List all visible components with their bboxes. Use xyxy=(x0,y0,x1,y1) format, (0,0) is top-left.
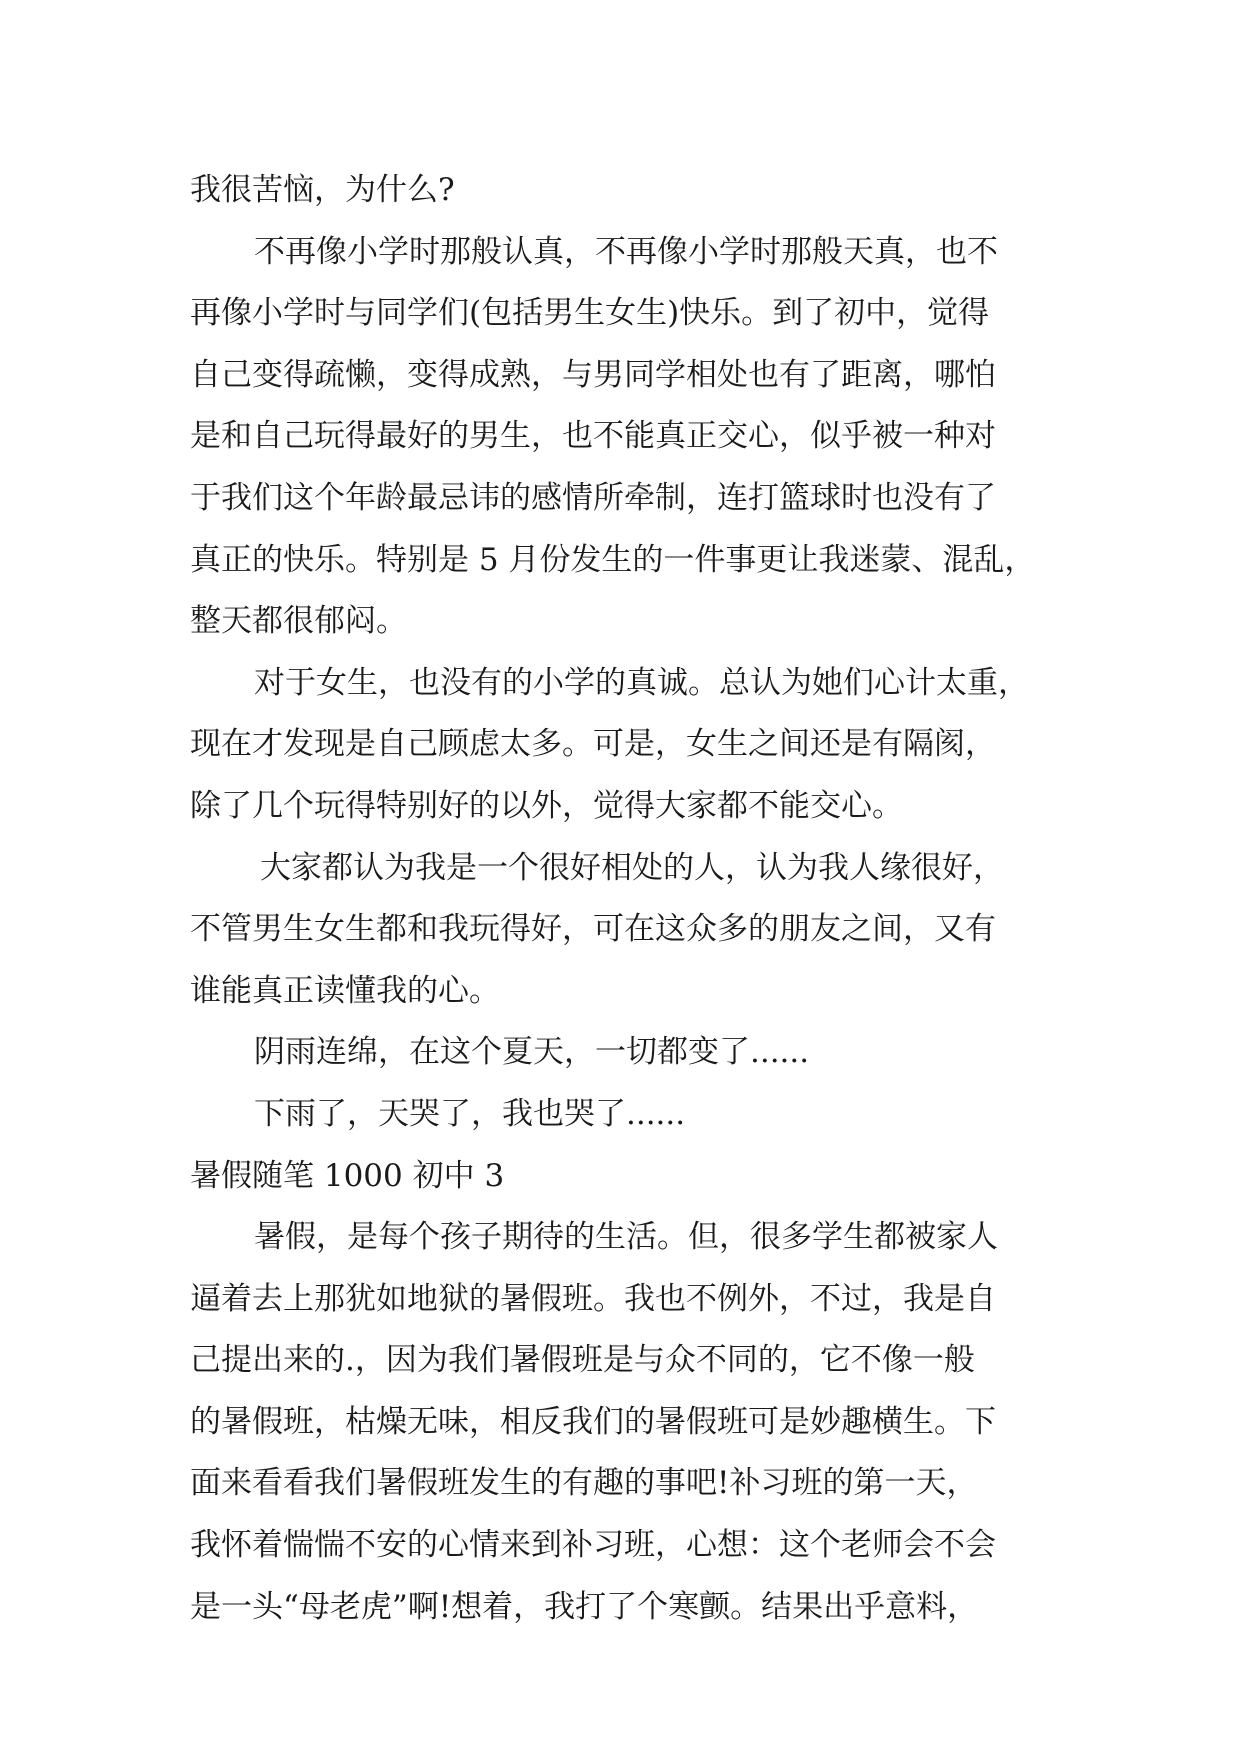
text-line: 真正的快乐。特别是 5 月份发生的一件事更让我迷蒙、混乱， xyxy=(190,541,1036,578)
text-line: 对于女生，也没有的小学的真诚。总认为她们心计太重， xyxy=(254,664,1029,701)
text-line: 大家都认为我是一个很好相处的人，认为我人缘很好， xyxy=(260,849,1004,886)
text-line: 现在才发现是自己顾虑太多。可是，女生之间还是有隔阂， xyxy=(190,726,996,763)
text-line: 己提出来的.，因为我们暑假班是与众不同的，它不像一般 xyxy=(190,1342,975,1379)
text-line: 谁能真正读懂我的心。 xyxy=(190,972,500,1009)
essay-text xyxy=(190,160,1070,1638)
text-line: 的暑假班，枯燥无味，相反我们的暑假班可是妙趣横生。下 xyxy=(190,1403,996,1440)
section-heading: 暑假随笔 1000 初中 3 xyxy=(190,1157,505,1194)
text-line: 是和自己玩得最好的男生，也不能真正交心，似乎被一种对 xyxy=(190,418,996,455)
text-line: 我怀着惴惴不安的心情来到补习班，心想：这个老师会不会 xyxy=(190,1527,996,1564)
text-line: 不再像小学时那般认真，不再像小学时那般天真，也不 xyxy=(254,233,998,270)
text-line: 整天都很郁闷。 xyxy=(190,603,407,640)
text-line: 逼着去上那犹如地狱的暑假班。我也不例外，不过，我是自 xyxy=(190,1280,996,1317)
text-line: 我很苦恼，为什么? xyxy=(190,172,455,208)
text-line: 面来看看我们暑假班发生的有趣的事吧!补习班的第一天， xyxy=(190,1465,978,1502)
text-line: 阴雨连绵，在这个夏天，一切都变了...... xyxy=(254,1034,810,1071)
text-line: 于我们这个年龄最忌讳的感情所牵制，连打篮球时也没有了 xyxy=(190,479,996,516)
text-line: 暑假，是每个孩子期待的生活。但，很多学生都被家人 xyxy=(254,1219,998,1256)
text-line: 不管男生女生都和我玩得好，可在这众多的朋友之间，又有 xyxy=(190,911,996,948)
text-line: 除了几个玩得特别好的以外，觉得大家都不能交心。 xyxy=(190,787,903,824)
text-line: 下雨了，天哭了，我也哭了...... xyxy=(254,1095,686,1132)
text-line: 是一头“母老虎”啊!想着，我打了个寒颤。结果出乎意料， xyxy=(190,1588,979,1625)
text-line: 再像小学时与同学们(包括男生女生)快乐。到了初中，觉得 xyxy=(190,295,990,332)
text-line: 自己变得疏懒，变得成熟，与男同学相处也有了距离，哪怕 xyxy=(190,356,996,393)
